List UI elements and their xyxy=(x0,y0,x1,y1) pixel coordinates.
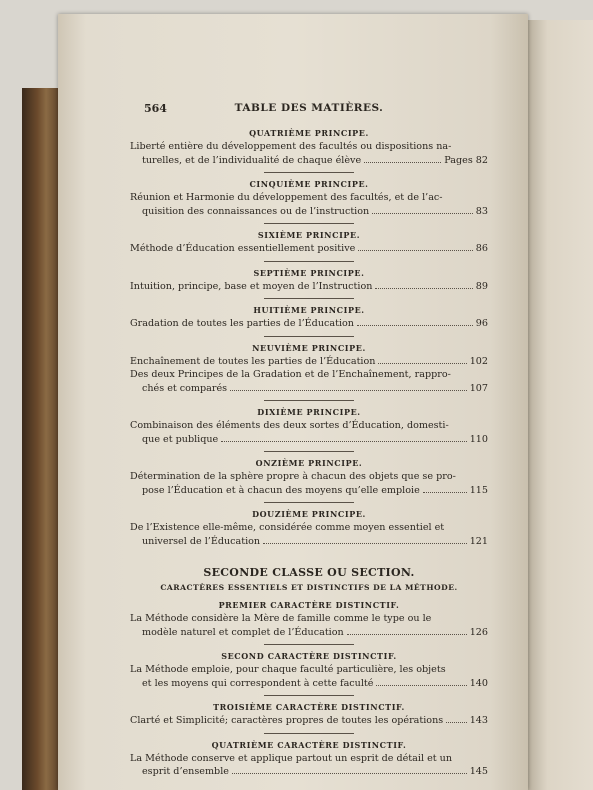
toc-page-number: 115 xyxy=(469,484,488,496)
toc-page-number: 140 xyxy=(469,677,488,689)
toc-page-number: 126 xyxy=(469,626,488,638)
dot-leader xyxy=(263,543,467,544)
principle-heading: ONZIÈME PRINCIPE. xyxy=(255,458,363,468)
toc-entry-text: Des deux Principes de la Gradation et de l’Enchaînement, rappro- xyxy=(130,369,451,380)
toc-entry-text: Clarté et Simplicité; caractères propres de toutes les opérations xyxy=(130,715,444,726)
toc-entry-text: La Méthode emploie, pour chaque faculté particulière, les objets xyxy=(130,664,446,675)
toc-entry[interactable] xyxy=(130,714,488,728)
toc-page-number: 86 xyxy=(475,243,488,254)
toc-entry[interactable] xyxy=(130,317,488,331)
toc-entry-text: Liberté entière du développement des facultés ou dispositions na- xyxy=(130,141,452,152)
dot-leader xyxy=(232,773,467,774)
separator-rule xyxy=(264,644,354,645)
separator-rule xyxy=(264,261,354,262)
toc-page-number: 145 xyxy=(469,766,488,777)
toc-entry-line xyxy=(130,521,488,535)
toc-entry[interactable] xyxy=(130,140,488,167)
toc-entry-text: La Méthode considère la Mère de famille comme le type ou le xyxy=(130,613,432,624)
toc-entry[interactable] xyxy=(130,355,488,369)
toc-entry-line xyxy=(130,154,488,168)
toc-page-number: 121 xyxy=(469,535,488,547)
toc-entry-text: universel de l’Éducation xyxy=(142,535,261,547)
section-title: SECONDE CLASSE OU SECTION. xyxy=(203,566,415,579)
characteristic-heading: PREMIER CARACTÈRE DISTINCTIF. xyxy=(218,600,400,610)
toc-entry-text: Enchaînement de toutes les parties de l’Éducation xyxy=(130,355,376,367)
principle-heading: DOUZIÈME PRINCIPE. xyxy=(252,509,366,519)
toc-entry[interactable] xyxy=(130,752,488,779)
section-subtitle: CARACTÈRES ESSENTIELS ET DISTINCTIFS DE LA MÉTHODE. xyxy=(160,583,458,592)
toc-page-number: 107 xyxy=(469,382,488,394)
toc-entry[interactable] xyxy=(130,242,488,256)
toc-entry[interactable] xyxy=(130,663,488,690)
separator-rule xyxy=(264,695,354,696)
dot-leader xyxy=(230,390,467,391)
toc-entry-line xyxy=(130,191,488,205)
principle-heading: DIXIÈME PRINCIPE. xyxy=(257,407,361,417)
principles-list xyxy=(130,128,488,548)
characteristics-list xyxy=(130,600,488,779)
toc-entry-line xyxy=(130,382,488,396)
toc-entry-line xyxy=(130,752,488,766)
dot-leader xyxy=(357,325,473,326)
toc-entry-line xyxy=(130,612,488,626)
toc-page-number: 89 xyxy=(475,280,488,292)
separator-rule xyxy=(264,733,354,734)
facing-page xyxy=(528,20,593,790)
toc-entry-line xyxy=(130,433,488,447)
characteristic-heading: TROISIÈME CARACTÈRE DISTINCTIF. xyxy=(213,702,405,712)
principle-heading: QUATRIÈME PRINCIPE. xyxy=(249,128,369,138)
dot-leader xyxy=(375,288,472,289)
page-title: TABLE DES MATIÈRES. xyxy=(234,102,384,114)
principle-heading: CINQUIÈME PRINCIPE. xyxy=(249,179,369,189)
toc-entry-line xyxy=(130,663,488,677)
toc-entry-text: Intuition, principe, base et moyen de l’Instruction xyxy=(130,280,373,292)
toc-page-number: 102 xyxy=(469,355,488,367)
toc-entry-text: Gradation de toutes les parties de l’Éducation xyxy=(130,318,354,329)
dot-leader xyxy=(378,363,466,364)
toc-entry[interactable] xyxy=(130,419,488,446)
dot-leader xyxy=(364,162,441,163)
principle-heading: SEPTIÈME PRINCIPE. xyxy=(253,267,365,278)
toc-entry-line xyxy=(130,765,488,779)
dot-leader xyxy=(423,492,467,493)
characteristic-heading: QUATRIÈME CARACTÈRE DISTINCTIF. xyxy=(211,739,407,750)
toc-entry-line xyxy=(130,242,488,256)
toc-entry-text: chés et comparés xyxy=(142,382,228,394)
separator-rule xyxy=(264,502,354,503)
toc-entry-text: que et publique xyxy=(142,433,219,445)
toc-entry-line xyxy=(130,280,488,294)
toc-entry-line xyxy=(130,470,488,484)
toc-entry-text: La Méthode conserve et applique partout un esprit de détail et un xyxy=(130,752,453,764)
separator-rule xyxy=(264,336,354,337)
toc-entry-text: quisition des connaissances ou de l’instruction xyxy=(142,205,370,217)
toc-entry-text: Combinaison des éléments des deux sortes d’Éducation, domesti- xyxy=(130,420,449,431)
separator-rule xyxy=(264,298,354,299)
toc-entry[interactable] xyxy=(130,612,488,639)
toc-entry-line xyxy=(130,626,488,640)
toc-entry-line xyxy=(130,535,488,549)
toc-entry[interactable] xyxy=(130,368,488,395)
table-of-contents xyxy=(130,102,488,779)
dot-leader xyxy=(221,441,466,442)
toc-entry-line xyxy=(130,714,488,728)
separator-rule xyxy=(264,223,354,224)
toc-entry-text: et les moyens qui correspondent à cette faculté xyxy=(142,677,374,689)
characteristic-heading: SECOND CARACTÈRE DISTINCTIF. xyxy=(221,651,397,661)
toc-entry-text: pose l’Éducation et à chacun des moyens qu’elle emploie xyxy=(142,484,420,496)
toc-entry-line xyxy=(130,140,488,154)
toc-entry-line xyxy=(130,368,488,382)
principle-heading: SIXIÈME PRINCIPE. xyxy=(257,230,361,240)
toc-entry-line xyxy=(130,677,488,691)
dot-leader xyxy=(446,722,467,723)
toc-entry[interactable] xyxy=(130,191,488,218)
toc-entry-text: esprit d’ensemble xyxy=(142,766,229,777)
page-header xyxy=(130,102,488,122)
toc-page-number: 143 xyxy=(469,715,488,726)
separator-rule xyxy=(264,172,354,173)
toc-entry-text: De l’Existence elle-même, considérée comme moyen essentiel et xyxy=(130,522,445,533)
toc-entry-text: turelles, et de l’individualité de chaque élève xyxy=(142,154,362,166)
toc-entry-line xyxy=(130,317,488,331)
separator-rule xyxy=(264,451,354,452)
toc-entry-text: Réunion et Harmonie du développement des facultés, et de l’ac- xyxy=(130,192,443,203)
toc-entry[interactable] xyxy=(130,470,488,497)
dot-leader xyxy=(347,634,467,635)
toc-entry-line xyxy=(130,355,488,369)
principle-heading: HUITIÈME PRINCIPE. xyxy=(253,305,365,315)
dot-leader xyxy=(358,250,472,251)
toc-entry-text: Méthode d’Éducation essentiellement positive xyxy=(130,243,356,254)
toc-entry[interactable] xyxy=(130,280,488,294)
page-number: 564 xyxy=(144,102,167,115)
toc-page-number: 96 xyxy=(475,318,488,329)
dot-leader xyxy=(372,213,473,214)
toc-page-number: 110 xyxy=(469,433,488,445)
toc-page-number: 83 xyxy=(475,205,488,217)
toc-entry-line xyxy=(130,484,488,498)
dot-leader xyxy=(376,685,466,686)
toc-page-number: Pages 82 xyxy=(444,154,488,166)
toc-entry-line xyxy=(130,419,488,433)
toc-entry-text: Détermination de la sphère propre à chacun des objets que se pro- xyxy=(130,471,456,482)
toc-entry-line xyxy=(130,205,488,219)
separator-rule xyxy=(264,400,354,401)
toc-entry[interactable] xyxy=(130,521,488,548)
toc-entry-text: modèle naturel et complet de l’Éducation xyxy=(142,626,344,638)
principle-heading: NEUVIÈME PRINCIPE. xyxy=(252,342,366,353)
